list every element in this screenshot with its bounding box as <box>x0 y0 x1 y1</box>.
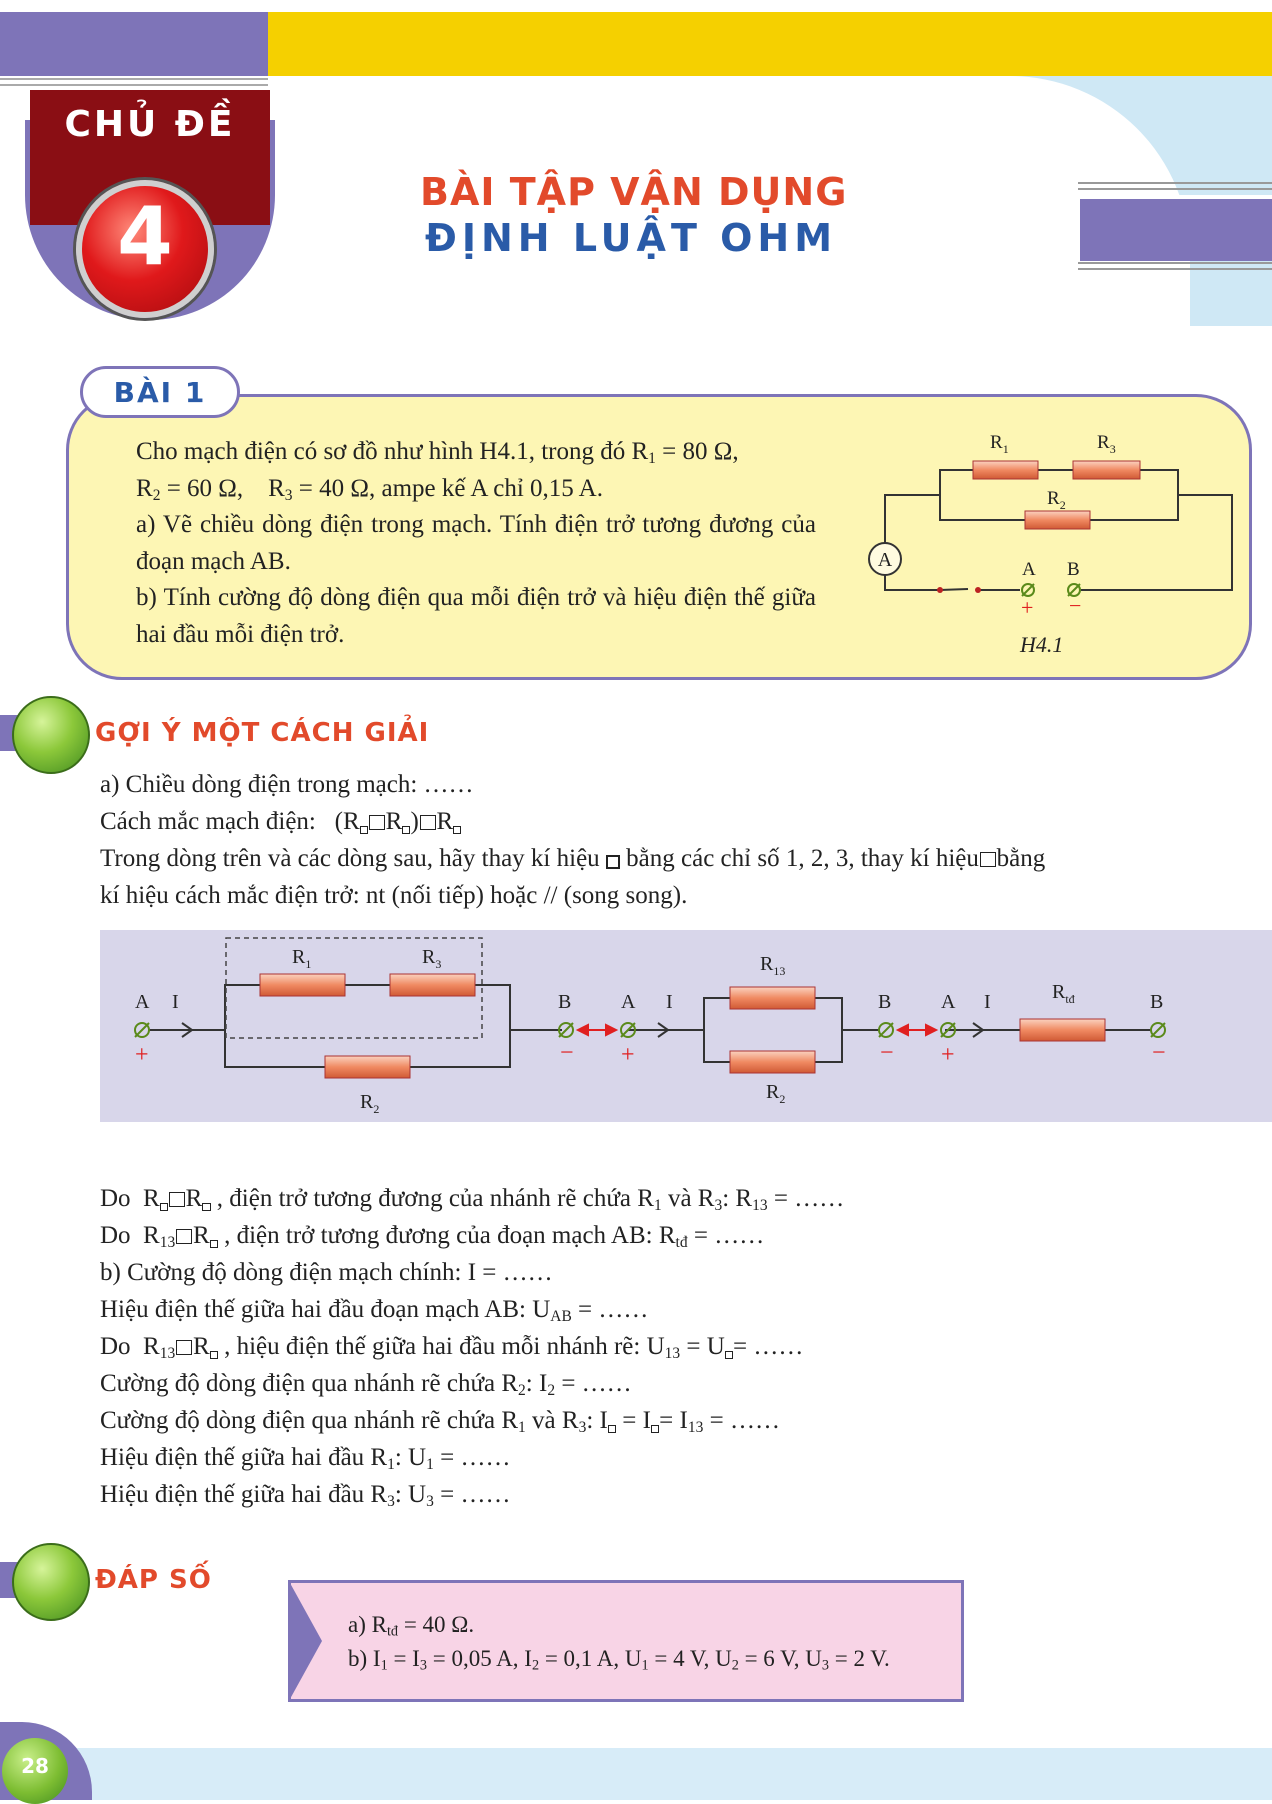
svg-text:−: − <box>1069 593 1082 618</box>
svg-text:R1: $R_1$ <box>292 946 312 971</box>
figure-caption: H4.1 <box>1020 632 1064 657</box>
svg-text:+: + <box>135 1042 149 1068</box>
hint-steps: Do R R , điện trở tương đương của nhánh rẽ chứa $R_1$ và $R_3$: $R_{13}$ = …… Do $R_{13}$ R , điện trở tương đương của đoạn mạch AB: $R_{tđ}$ = …… b) Cường độ dòng điện mạch chính: I = …… Hiệu điện thế giữa hai đầu đoạn mạch AB: $U_{AB}$ = …… Do $R_{13}$ R , hiệu điện thế giữa hai đầu mỗi nhánh rẽ: $U_{13} = U$ = …… Cường độ dòng điện qua nhánh rẽ chứa $R_2$: $I_2$ = …… Cường độ dòng điện qua nhánh rẽ chứa $R_1$ và $R_3$: $I = I = I_{13}$ = …… Hiệu điện thế giữa hai đầu $R_1$: $U_1$ = …… Hiệu điện thế giữa hai đầu $R_3$: $U_3$ = …… <box>100 1185 845 1510</box>
svg-text:R1: $R_1$ <box>990 432 1009 456</box>
svg-text:I: I <box>984 991 991 1013</box>
svg-text:I: I <box>666 991 673 1013</box>
header-bar-right <box>1080 195 1272 261</box>
page-title-line2: ĐỊNH LUẬT OHM <box>425 216 838 260</box>
resistor-r1 <box>973 461 1038 479</box>
svg-text:B: B <box>1150 991 1164 1013</box>
svg-text:R2: $R_2$ <box>1047 488 1066 512</box>
svg-text:+: + <box>1021 595 1034 620</box>
header-band-left <box>0 12 268 76</box>
header-rule-left <box>0 78 268 86</box>
circuit-figure-h4-1 <box>860 415 1260 670</box>
svg-text:R3: $R_3$ <box>1097 432 1116 456</box>
svg-text:+: + <box>621 1042 635 1068</box>
svg-text:R2: $R_2$ <box>766 1081 786 1106</box>
resistor-r2-b <box>730 1051 815 1073</box>
header-rule-right-top <box>1078 182 1272 190</box>
svg-text:−: − <box>560 1040 574 1066</box>
section-ball-icon <box>12 696 90 774</box>
header-rule-right-bottom <box>1078 262 1272 270</box>
svg-text:−: − <box>880 1040 894 1066</box>
svg-text:+: + <box>941 1042 955 1068</box>
svg-text:A: A <box>941 991 956 1013</box>
hint-heading: GỢI Ý MỘT CÁCH GIẢI <box>95 718 430 748</box>
svg-text:B: B <box>1067 559 1080 580</box>
svg-text:B: B <box>878 991 892 1013</box>
equivalent-circuit-diagram <box>100 930 1272 1122</box>
resistor-r1 <box>260 974 345 996</box>
page-title-line1: BÀI TẬP VẬN DỤNG <box>420 170 848 214</box>
chapter-number: 4 <box>117 190 173 283</box>
answer-text: a) $R_{tđ} = 40$ Ω. b) $I_1 = I_3 = 0,05$ A, $I_2 = 0,1$ A, $U_1 = 4$ V, $U_2 = 6$ V, $U_3 = 2$ V. <box>348 1612 890 1674</box>
page-number: 28 <box>21 1754 49 1778</box>
answer-heading: ĐÁP SỐ <box>95 1565 212 1595</box>
resistor-r3 <box>1073 461 1140 479</box>
resistor-r13 <box>730 987 815 1009</box>
chapter-label: CHỦ ĐỀ <box>64 104 236 145</box>
section-ball-icon <box>12 1543 90 1621</box>
answer-arrow-icon <box>290 1583 322 1699</box>
resistor-rtd <box>1020 1019 1105 1041</box>
svg-text:B: B <box>558 991 572 1013</box>
header-band <box>268 12 1272 76</box>
svg-text:R2: $R_2$ <box>360 1091 380 1116</box>
svg-text:A: A <box>135 991 150 1013</box>
svg-text:Rtđ: $R_{tđ}$ <box>1052 981 1075 1006</box>
svg-text:A: A <box>1022 559 1036 580</box>
footer-band <box>70 1748 1272 1800</box>
svg-text:−: − <box>1152 1040 1166 1066</box>
exercise-tab-label: BÀI 1 <box>113 376 207 409</box>
hint-intro: a) Chiều dòng điện trong mạch: …… Cách mắc mạch điện: (R R ) R Trong dòng trên và các dòng sau, hãy thay kí hiệu bằng các chỉ số 1, 2, 3, thay kí hiệu bằng kí hiệu cách mắc điện trở: nt (nối tiếp) hoặc // (song song). <box>100 771 1046 909</box>
exercise-statement: Cho mạch điện có sơ đồ như hình H4.1, trong đó $R_1 = 80$ Ω, $R_2 = 60$ Ω, $R_3 = 40$ Ω, ampe kế A chỉ 0,15 A. a) Vẽ chiều dòng điện trong mạch. Tính điện trở tương đương của đoạn mạch AB. b) Tính cường độ dòng điện qua mỗi điện trở và hiệu điện thế giữa hai đầu mỗi điện trở. <box>136 438 816 648</box>
resistor-r2 <box>325 1056 410 1078</box>
resistor-r2 <box>1025 511 1090 529</box>
svg-text:A: A <box>877 549 893 571</box>
svg-text:I: I <box>172 991 179 1013</box>
svg-text:R3: $R_3$ <box>422 946 442 971</box>
svg-text:A: A <box>621 991 636 1013</box>
svg-text:R13: $R_{13}$ <box>760 953 786 978</box>
resistor-r3 <box>390 974 475 996</box>
